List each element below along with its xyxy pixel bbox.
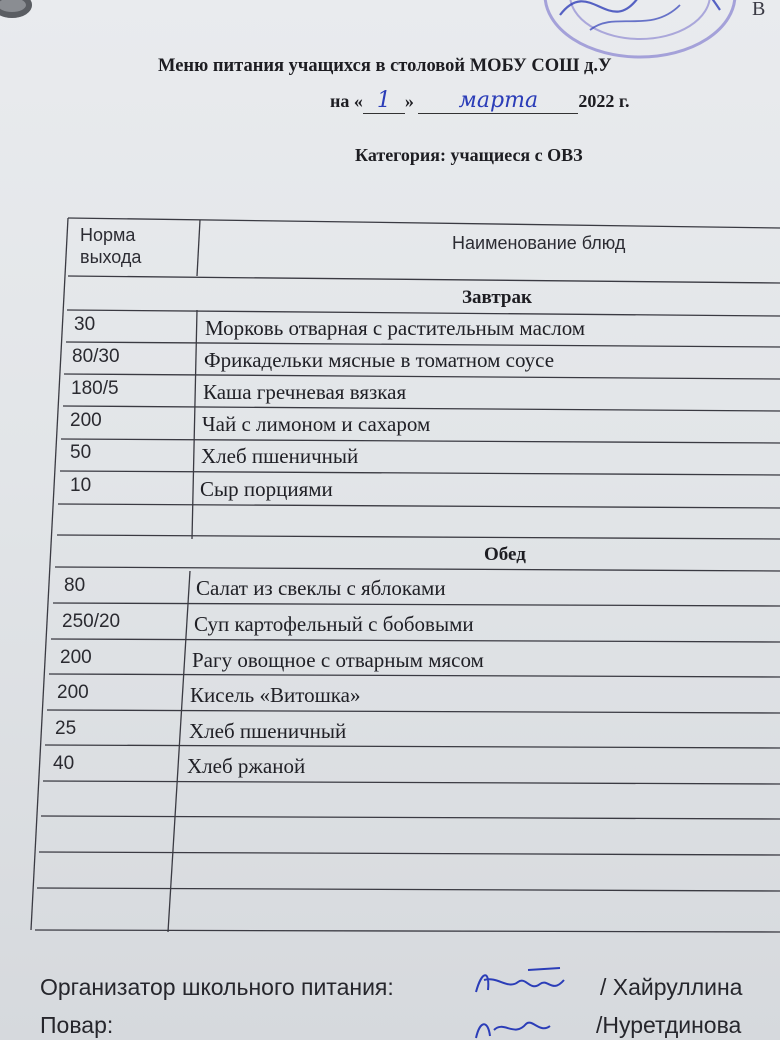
handwritten-day: 1	[376, 88, 391, 113]
lunch-norm-3: 200	[60, 647, 92, 668]
lunch-dish-5: Хлеб пшеничный	[189, 719, 347, 743]
date-prefix: на «	[330, 91, 363, 111]
organizer-label: Организатор школьного питания:	[40, 974, 394, 1000]
cook-signature	[470, 1010, 560, 1040]
breakfast-norm-2: 80/30	[72, 346, 120, 367]
column-header-norm-line2: выхода	[80, 247, 142, 267]
breakfast-dish-4: Чай с лимоном и сахаром	[202, 412, 431, 436]
cook-name: /Нуретдинова	[596, 1012, 742, 1038]
column-header-norm	[80, 226, 141, 266]
date-year: 2022 г.	[578, 91, 630, 111]
column-header-norm-line1: Норма	[80, 225, 136, 245]
lunch-dish-3: Рагу овощное с отварным мясом	[192, 648, 484, 672]
breakfast-dish-6: Сыр порциями	[200, 477, 333, 501]
cook-label: Повар:	[40, 1012, 114, 1038]
breakfast-norm-6: 10	[70, 475, 92, 496]
lunch-norm-4: 200	[57, 682, 89, 703]
breakfast-norm-5: 50	[70, 442, 92, 463]
organizer-signature	[468, 962, 578, 1006]
lunch-dish-4: Кисель «Витошка»	[190, 683, 361, 707]
lunch-norm-1: 80	[64, 575, 86, 596]
lunch-norm-6: 40	[53, 753, 75, 774]
column-header-name: Наименование блюд	[452, 233, 626, 253]
breakfast-norm-3: 180/5	[71, 378, 119, 399]
section-breakfast: Завтрак	[462, 287, 532, 308]
lunch-dish-1: Салат из свеклы с яблоками	[196, 576, 446, 600]
breakfast-dish-2: Фрикадельки мясные в томатном соусе	[204, 348, 555, 372]
handwritten-month: марта	[458, 88, 539, 113]
section-lunch: Обед	[484, 544, 526, 565]
breakfast-dish-5: Хлеб пшеничный	[201, 444, 359, 468]
lunch-norm-2: 250/20	[62, 611, 121, 632]
organizer-name: / Хайруллина	[600, 974, 743, 1000]
date-mid: »	[404, 91, 414, 111]
corner-letter: В	[752, 0, 766, 20]
breakfast-dish-1: Морковь отварная с растительным маслом	[205, 316, 586, 340]
document-title: Меню питания учащихся в столовой МОБУ СОШ д.У	[158, 56, 612, 76]
category-label: Категория: учащиеся с ОВЗ	[355, 145, 583, 165]
lunch-dish-6: Хлеб ржаной	[187, 754, 306, 778]
lunch-dish-2: Суп картофельный с бобовыми	[194, 612, 474, 636]
breakfast-norm-1: 30	[74, 314, 96, 335]
breakfast-norm-4: 200	[70, 410, 102, 431]
lunch-norm-5: 25	[55, 718, 77, 739]
breakfast-dish-3: Каша гречневая вязкая	[203, 380, 407, 404]
